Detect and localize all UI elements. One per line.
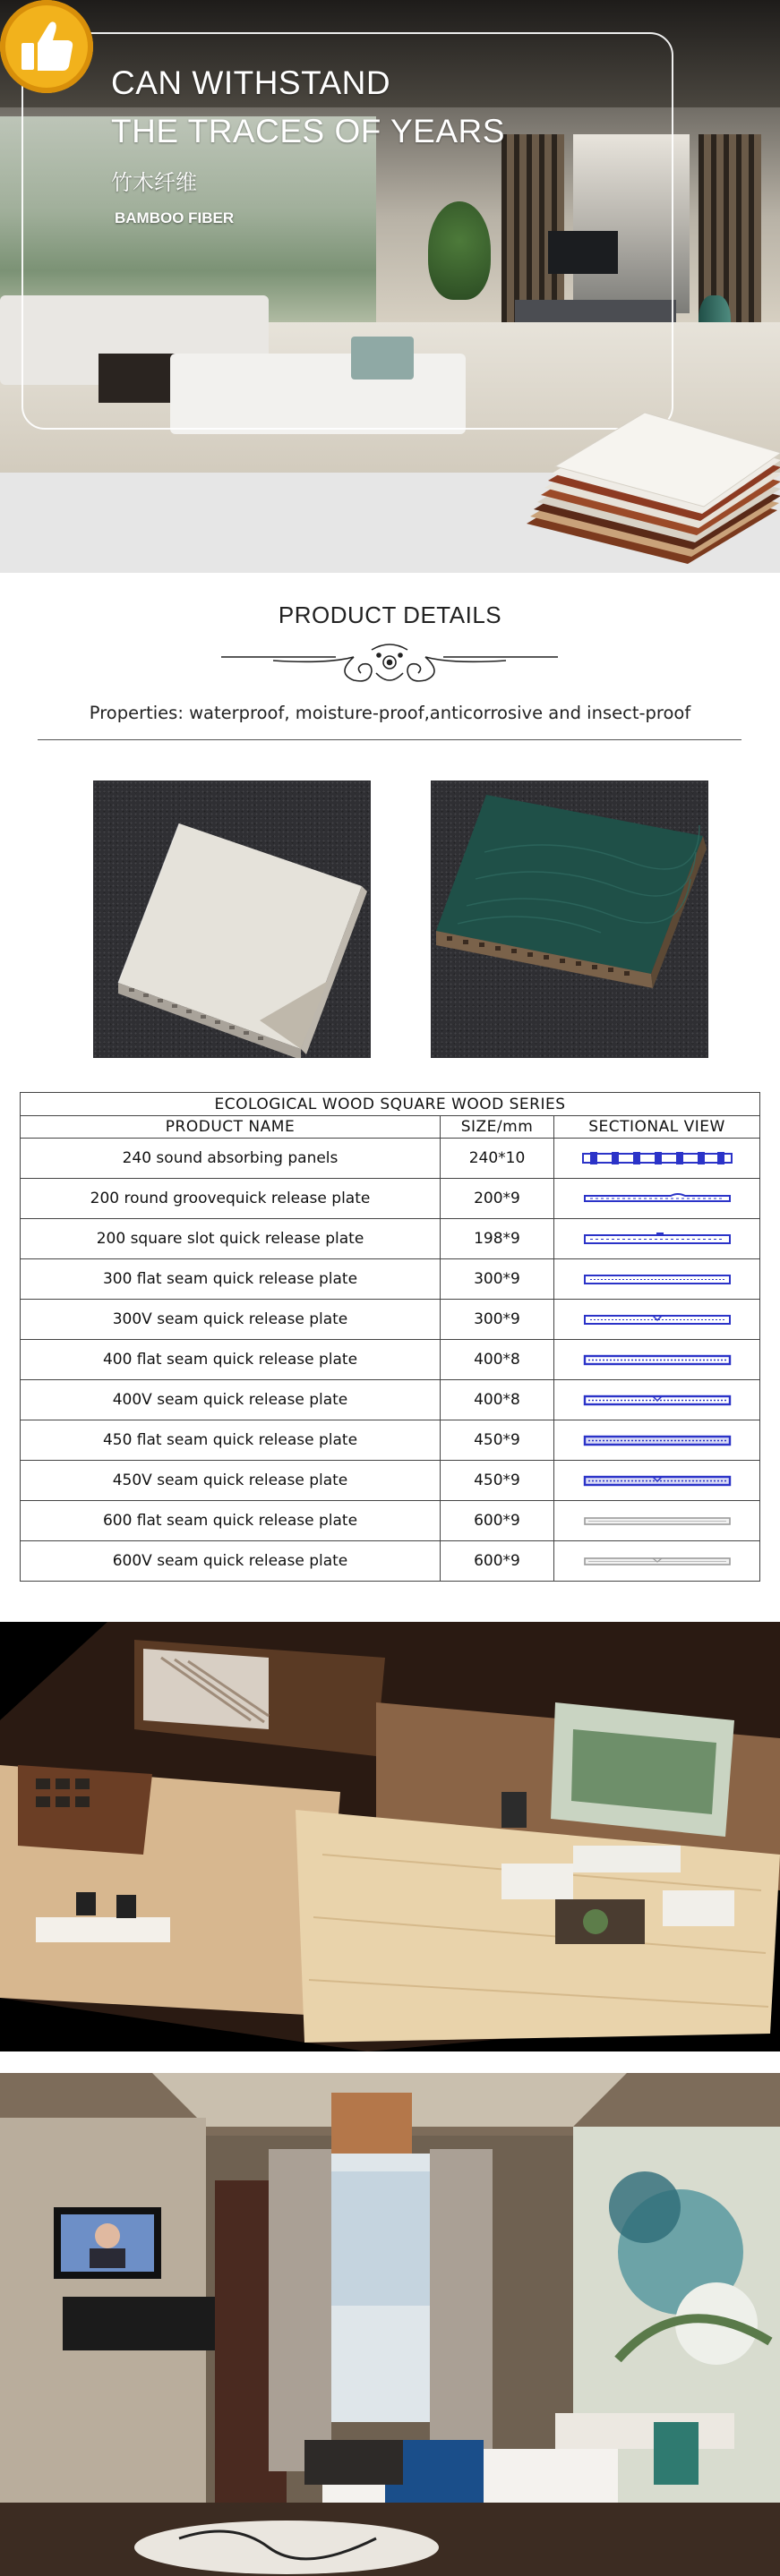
product-size: 450*9 (441, 1420, 554, 1461)
product-name: 200 round groovequick release plate (21, 1179, 441, 1219)
sectional-profile-icon (581, 1553, 733, 1569)
sectional-profile-icon (581, 1271, 733, 1287)
sectional-profile-icon (581, 1472, 733, 1488)
white-panel-sample (93, 780, 371, 1058)
product-size: 400*8 (441, 1340, 554, 1380)
table-row (21, 1300, 760, 1340)
headline-line-1: CAN WITHSTAND (111, 64, 391, 101)
product-name: 450V seam quick release plate (21, 1461, 441, 1501)
product-name: 400V seam quick release plate (21, 1380, 441, 1420)
sectional-profile-icon (581, 1150, 733, 1166)
living-room-aerial (0, 1622, 780, 2051)
product-size: 400*8 (441, 1380, 554, 1420)
sectional-profile-icon (581, 1352, 733, 1368)
sectional-profile-icon (581, 1392, 733, 1408)
product-size: 600*9 (441, 1501, 554, 1541)
chinese-title: 竹木纤维 (111, 170, 197, 195)
table-title: ECOLOGICAL WOOD SQUARE WOOD SERIES (21, 1093, 760, 1116)
thumbs-up-icon (16, 16, 77, 77)
column-header-size: SIZE/mm (441, 1116, 554, 1139)
table-row (21, 1501, 760, 1541)
green-panel-sample (431, 780, 708, 1058)
spec-table (20, 1092, 760, 1582)
product-name: 400 flat seam quick release plate (21, 1340, 441, 1380)
divider (38, 739, 741, 740)
product-name: 600 flat seam quick release plate (21, 1501, 441, 1541)
product-size: 300*9 (441, 1259, 554, 1300)
table-row (21, 1179, 760, 1219)
product-size: 600*9 (441, 1541, 554, 1582)
product-name: 300V seam quick release plate (21, 1300, 441, 1340)
table-row (21, 1420, 760, 1461)
product-size: 200*9 (441, 1179, 554, 1219)
product-size: 198*9 (441, 1219, 554, 1259)
thumbs-up-badge (0, 0, 93, 93)
table-row (21, 1541, 760, 1582)
sectional-profile-icon (581, 1513, 733, 1529)
product-name: 200 square slot quick release plate (21, 1219, 441, 1259)
headline-line-2: THE TRACES OF YEARS (111, 113, 505, 149)
ornament-divider-icon (219, 637, 560, 689)
panel-stack-image (518, 407, 780, 568)
properties-text: Properties: waterproof, moisture-proof,anticorrosive and insect-proof (89, 703, 691, 723)
sectional-profile-icon (581, 1311, 733, 1327)
column-header-sectional: SECTIONAL VIEW (554, 1116, 760, 1139)
sectional-profile-icon (581, 1231, 733, 1247)
section-title: PRODUCT DETAILS (278, 601, 502, 628)
product-size: 450*9 (441, 1461, 554, 1501)
table-row (21, 1259, 760, 1300)
product-name: 240 sound absorbing panels (21, 1139, 441, 1179)
product-name: 600V seam quick release plate (21, 1541, 441, 1582)
product-name: 300 flat seam quick release plate (21, 1259, 441, 1300)
hero-subtitle: BAMBOO FIBER (115, 209, 235, 226)
product-size: 240*10 (441, 1139, 554, 1179)
table-row (21, 1461, 760, 1501)
table-row (21, 1340, 760, 1380)
table-row (21, 1219, 760, 1259)
column-header-name: PRODUCT NAME (21, 1116, 441, 1139)
sectional-profile-icon (581, 1190, 733, 1207)
table-row (21, 1139, 760, 1179)
table-row (21, 1380, 760, 1420)
bedroom-interior (0, 2073, 780, 2576)
product-size: 300*9 (441, 1300, 554, 1340)
product-name: 450 flat seam quick release plate (21, 1420, 441, 1461)
hero-banner (0, 0, 780, 573)
sectional-profile-icon (581, 1432, 733, 1448)
